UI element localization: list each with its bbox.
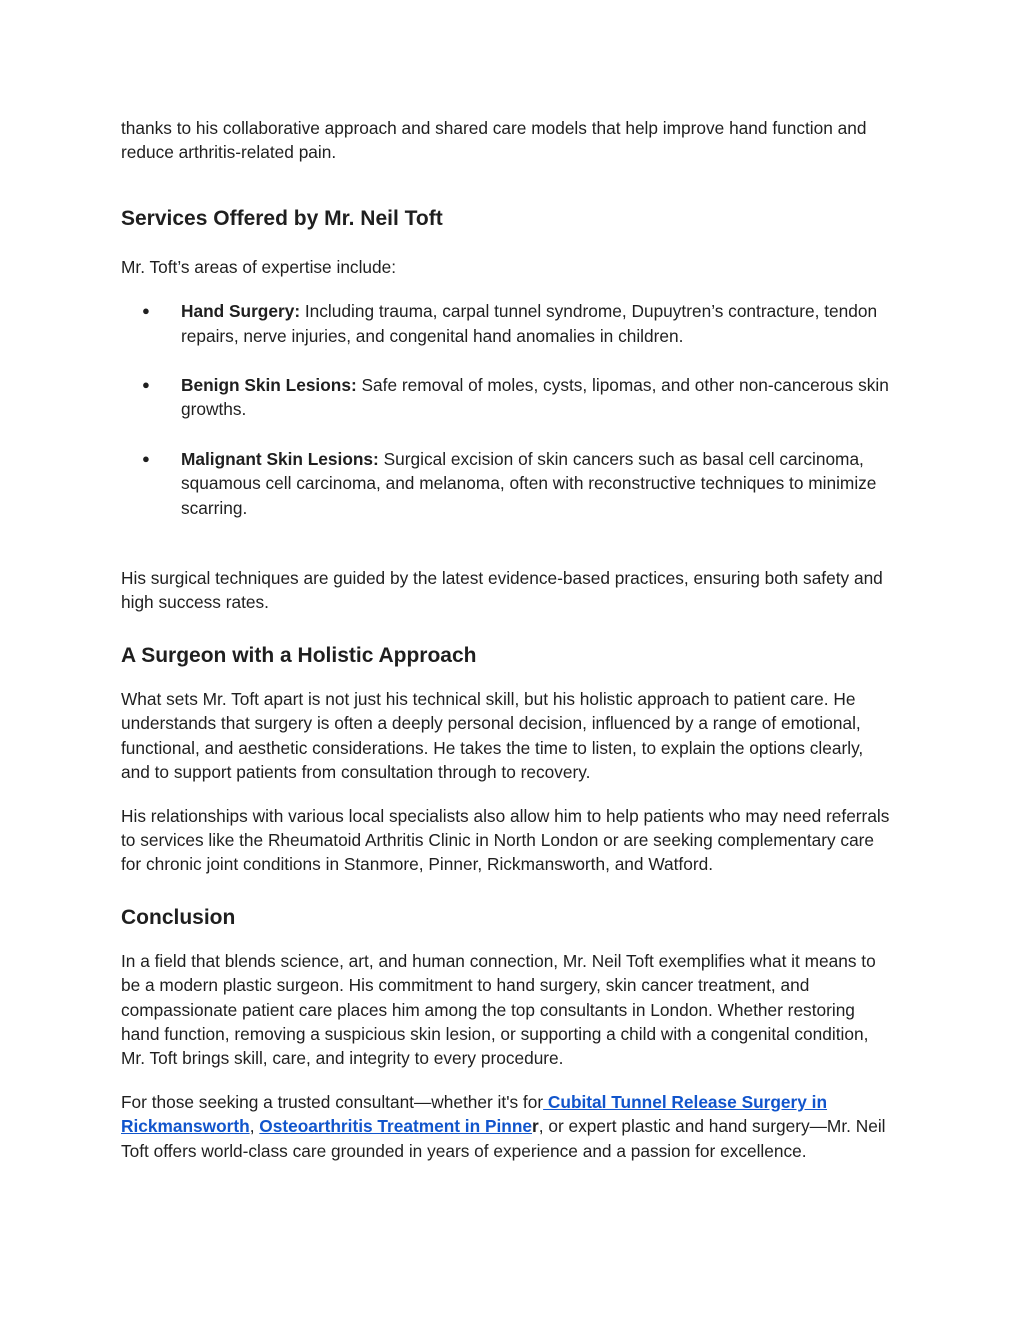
final-paragraph [121,1090,896,1163]
list-item [142,299,896,348]
osteoarthritis-treatment-link[interactable]: Osteoarthritis Treatment in Pinne [259,1116,533,1137]
services-closing-paragraph: His surgical techniques are guided by the latest evidence-based practices, ensuring both safety and high success rates. [121,568,883,613]
link-trailing-letter: r [532,1116,539,1137]
conclusion-paragraph: In a field that blends science, art, and human connection, Mr. Neil Toft exemplifies what it means to be a modern plastic surgeon. His commitment to hand surgery, skin cancer treatment, and compassionate patient care places him among the top consultants in London. Whether restoring hand function, removing a suspicious skin lesion, or supporting a child with a congenital condition, Mr. Toft brings skill, care, and integrity to every procedure. [121,950,876,1069]
conclusion-heading: Conclusion [121,905,236,929]
services-lead: Mr. Toft’s areas of expertise include: [121,256,397,277]
approach-paragraph-2: His relationships with various local specialists also allow him to help patients who may need referrals to services like the Rheumatoid Arthritis Clinic in North London or are seeking complementary care for chronic joint conditions in Stanmore, Pinner, Rickmansworth, and Watford. [121,805,890,875]
service-term: Malignant Skin Lesions: [181,448,379,469]
service-term: Hand Surgery: [181,301,301,322]
service-term: Benign Skin Lesions: [181,375,357,396]
approach-paragraph-1: What sets Mr. Toft apart is not just his technical skill, but his holistic approach to patient care. He understands that surgery is often a deeply personal decision, influenced by a range of emotional, functional, and aesthetic considerations. He takes the time to listen, to explain the options clearly, and to support patients from consultation through to recovery. [121,688,864,783]
service-description: Including trauma, carpal tunnel syndrome, Dupuytren’s contracture, tendon repairs, nerve injuries, and congenital hand anomalies in children. [181,301,878,346]
intro-paragraph: thanks to his collaborative approach and shared care models that help improve hand function and reduce arthritis-related pain. [121,118,867,163]
approach-heading: A Surgeon with a Holistic Approach [121,643,477,667]
cubital-tunnel-link[interactable]: Cubital Tunnel Release Surgery in Rickmansworth [121,1091,828,1137]
service-description: Surgical excision of skin cancers such as basal cell carcinoma, squamous cell carcinoma, and melanoma, often with reconstructive techniques to minimize scarring. [181,448,877,518]
services-list [121,299,896,520]
link-separator: , [249,1116,260,1137]
services-heading: Services Offered by Mr. Neil Toft [121,206,443,230]
list-item [142,373,896,422]
bullet-icon: ● [142,450,150,466]
final-prefix: For those seeking a trusted consultant—whether it's for [121,1091,544,1112]
service-description: Safe removal of moles, cysts, lipomas, and other non-cancerous skin growths. [181,375,889,420]
bullet-icon: ● [142,303,150,319]
final-suffix: , or expert plastic and hand surgery—Mr. Neil Toft offers world-class care grounded in years of experience and a passion for excellence. [121,1116,886,1161]
list-item [142,447,896,520]
document-page [121,116,896,1163]
bullet-icon: ● [142,377,150,393]
